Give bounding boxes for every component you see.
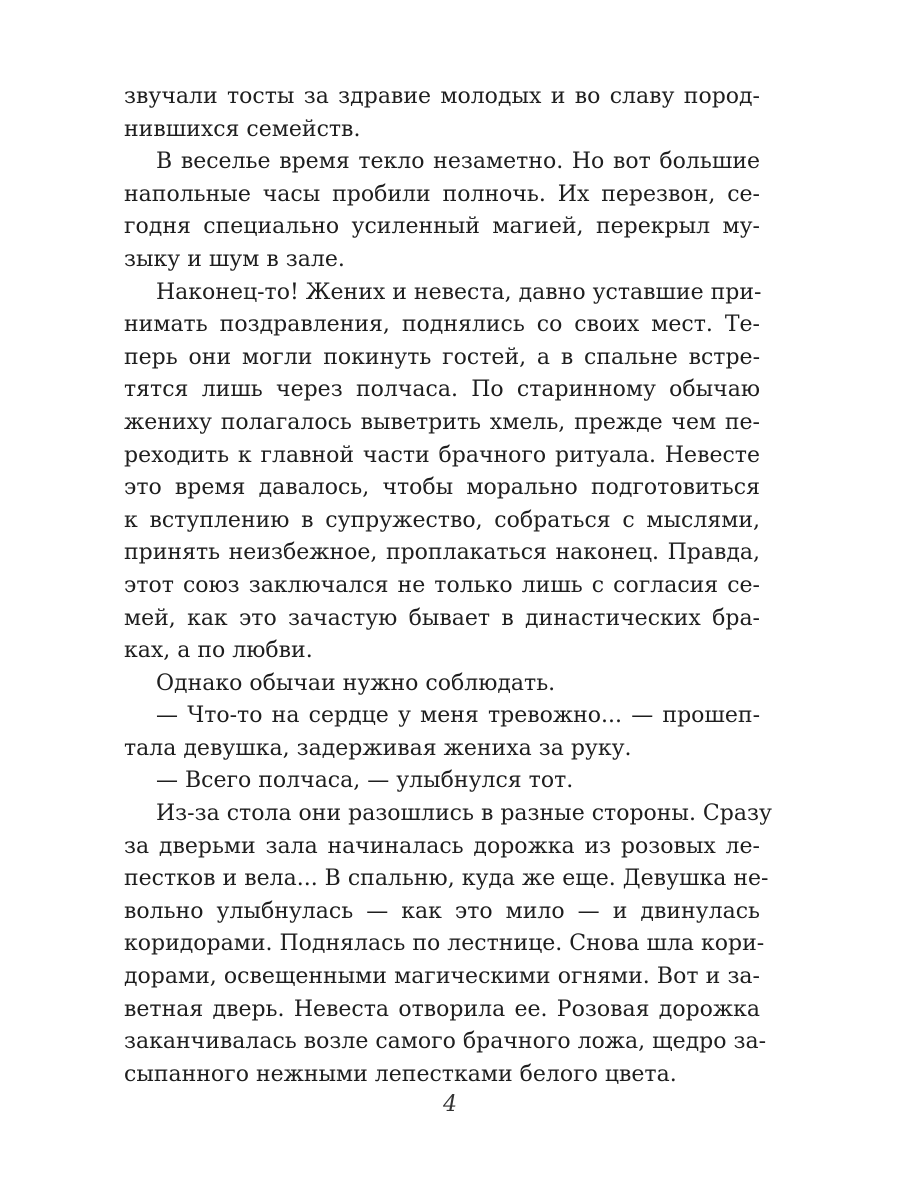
text-line: нившихся семейств.	[124, 116, 361, 142]
page-number: 4	[443, 1092, 457, 1117]
text-line: принять неизбежное, проплакаться наконец. Правда,	[124, 540, 760, 566]
text-line: вольно улыбнулась — как это мило — и двинулась	[124, 898, 760, 924]
text-line: ветная дверь. Невеста отворила ее. Розовая дорожка	[124, 996, 760, 1022]
page-text	[124, 81, 772, 1091]
text-line: нимать поздравления, поднялись со своих мест. Те-	[124, 312, 760, 338]
text-line: это время давалось, чтобы морально подготовиться	[124, 475, 760, 501]
text-line: дорами, освещенными магическими огнями. Вот и за-	[124, 964, 760, 990]
text-line: Наконец-то! Жених и невеста, давно уставшие при-	[156, 279, 762, 305]
text-line: В веселье время текло незаметно. Но вот большие	[156, 149, 760, 175]
text-line: ках, а по любви.	[124, 638, 313, 664]
text-line: жениху полагалось выветрить хмель, прежде чем пе-	[124, 409, 760, 435]
text-line: годня специально усиленный магией, перекрыл му-	[124, 214, 760, 240]
text-line: заканчивалась возле самого брачного ложа, щедро за-	[124, 1029, 767, 1055]
text-line: — Что-то на сердце у меня тревожно... — прошеп-	[156, 703, 760, 729]
text-line: коридорами. Поднялась по лестнице. Снова шла кори-	[124, 931, 765, 957]
text-line: этот союз заключался не только лишь с согласия се-	[124, 572, 760, 598]
text-line: сыпанного нежными лепестками белого цвета.	[124, 1061, 677, 1087]
text-line: тала девушка, задерживая жениха за руку.	[124, 735, 632, 761]
text-line: тятся лишь через полчаса. По старинному обычаю	[124, 377, 760, 403]
text-line: реходить к главной части брачного ритуала. Невесте	[124, 442, 760, 468]
text-line: пестков и вела... В спальню, куда же еще. Девушка не-	[124, 866, 769, 892]
text-line: Однако обычаи нужно соблюдать.	[156, 670, 556, 696]
text-line: мей, как это зачастую бывает в династических бра-	[124, 605, 760, 631]
text-line: за дверьми зала начиналась дорожка из розовых ле-	[124, 833, 760, 859]
text-line: перь они могли покинуть гостей, а в спальне встре-	[124, 344, 760, 370]
text-line: к вступлению в супружество, собраться с мыслями,	[124, 507, 760, 533]
text-line: зыку и шум в зале.	[124, 246, 345, 272]
text-line: напольные часы пробили полночь. Их перезвон, се-	[124, 181, 760, 207]
text-line: — Всего полчаса, — улыбнулся тот.	[156, 768, 574, 794]
text-line: звучали тосты за здравие молодых и во славу пород-	[124, 84, 760, 109]
text-line: Из-за стола они разошлись в разные стороны. Сразу	[156, 801, 772, 827]
